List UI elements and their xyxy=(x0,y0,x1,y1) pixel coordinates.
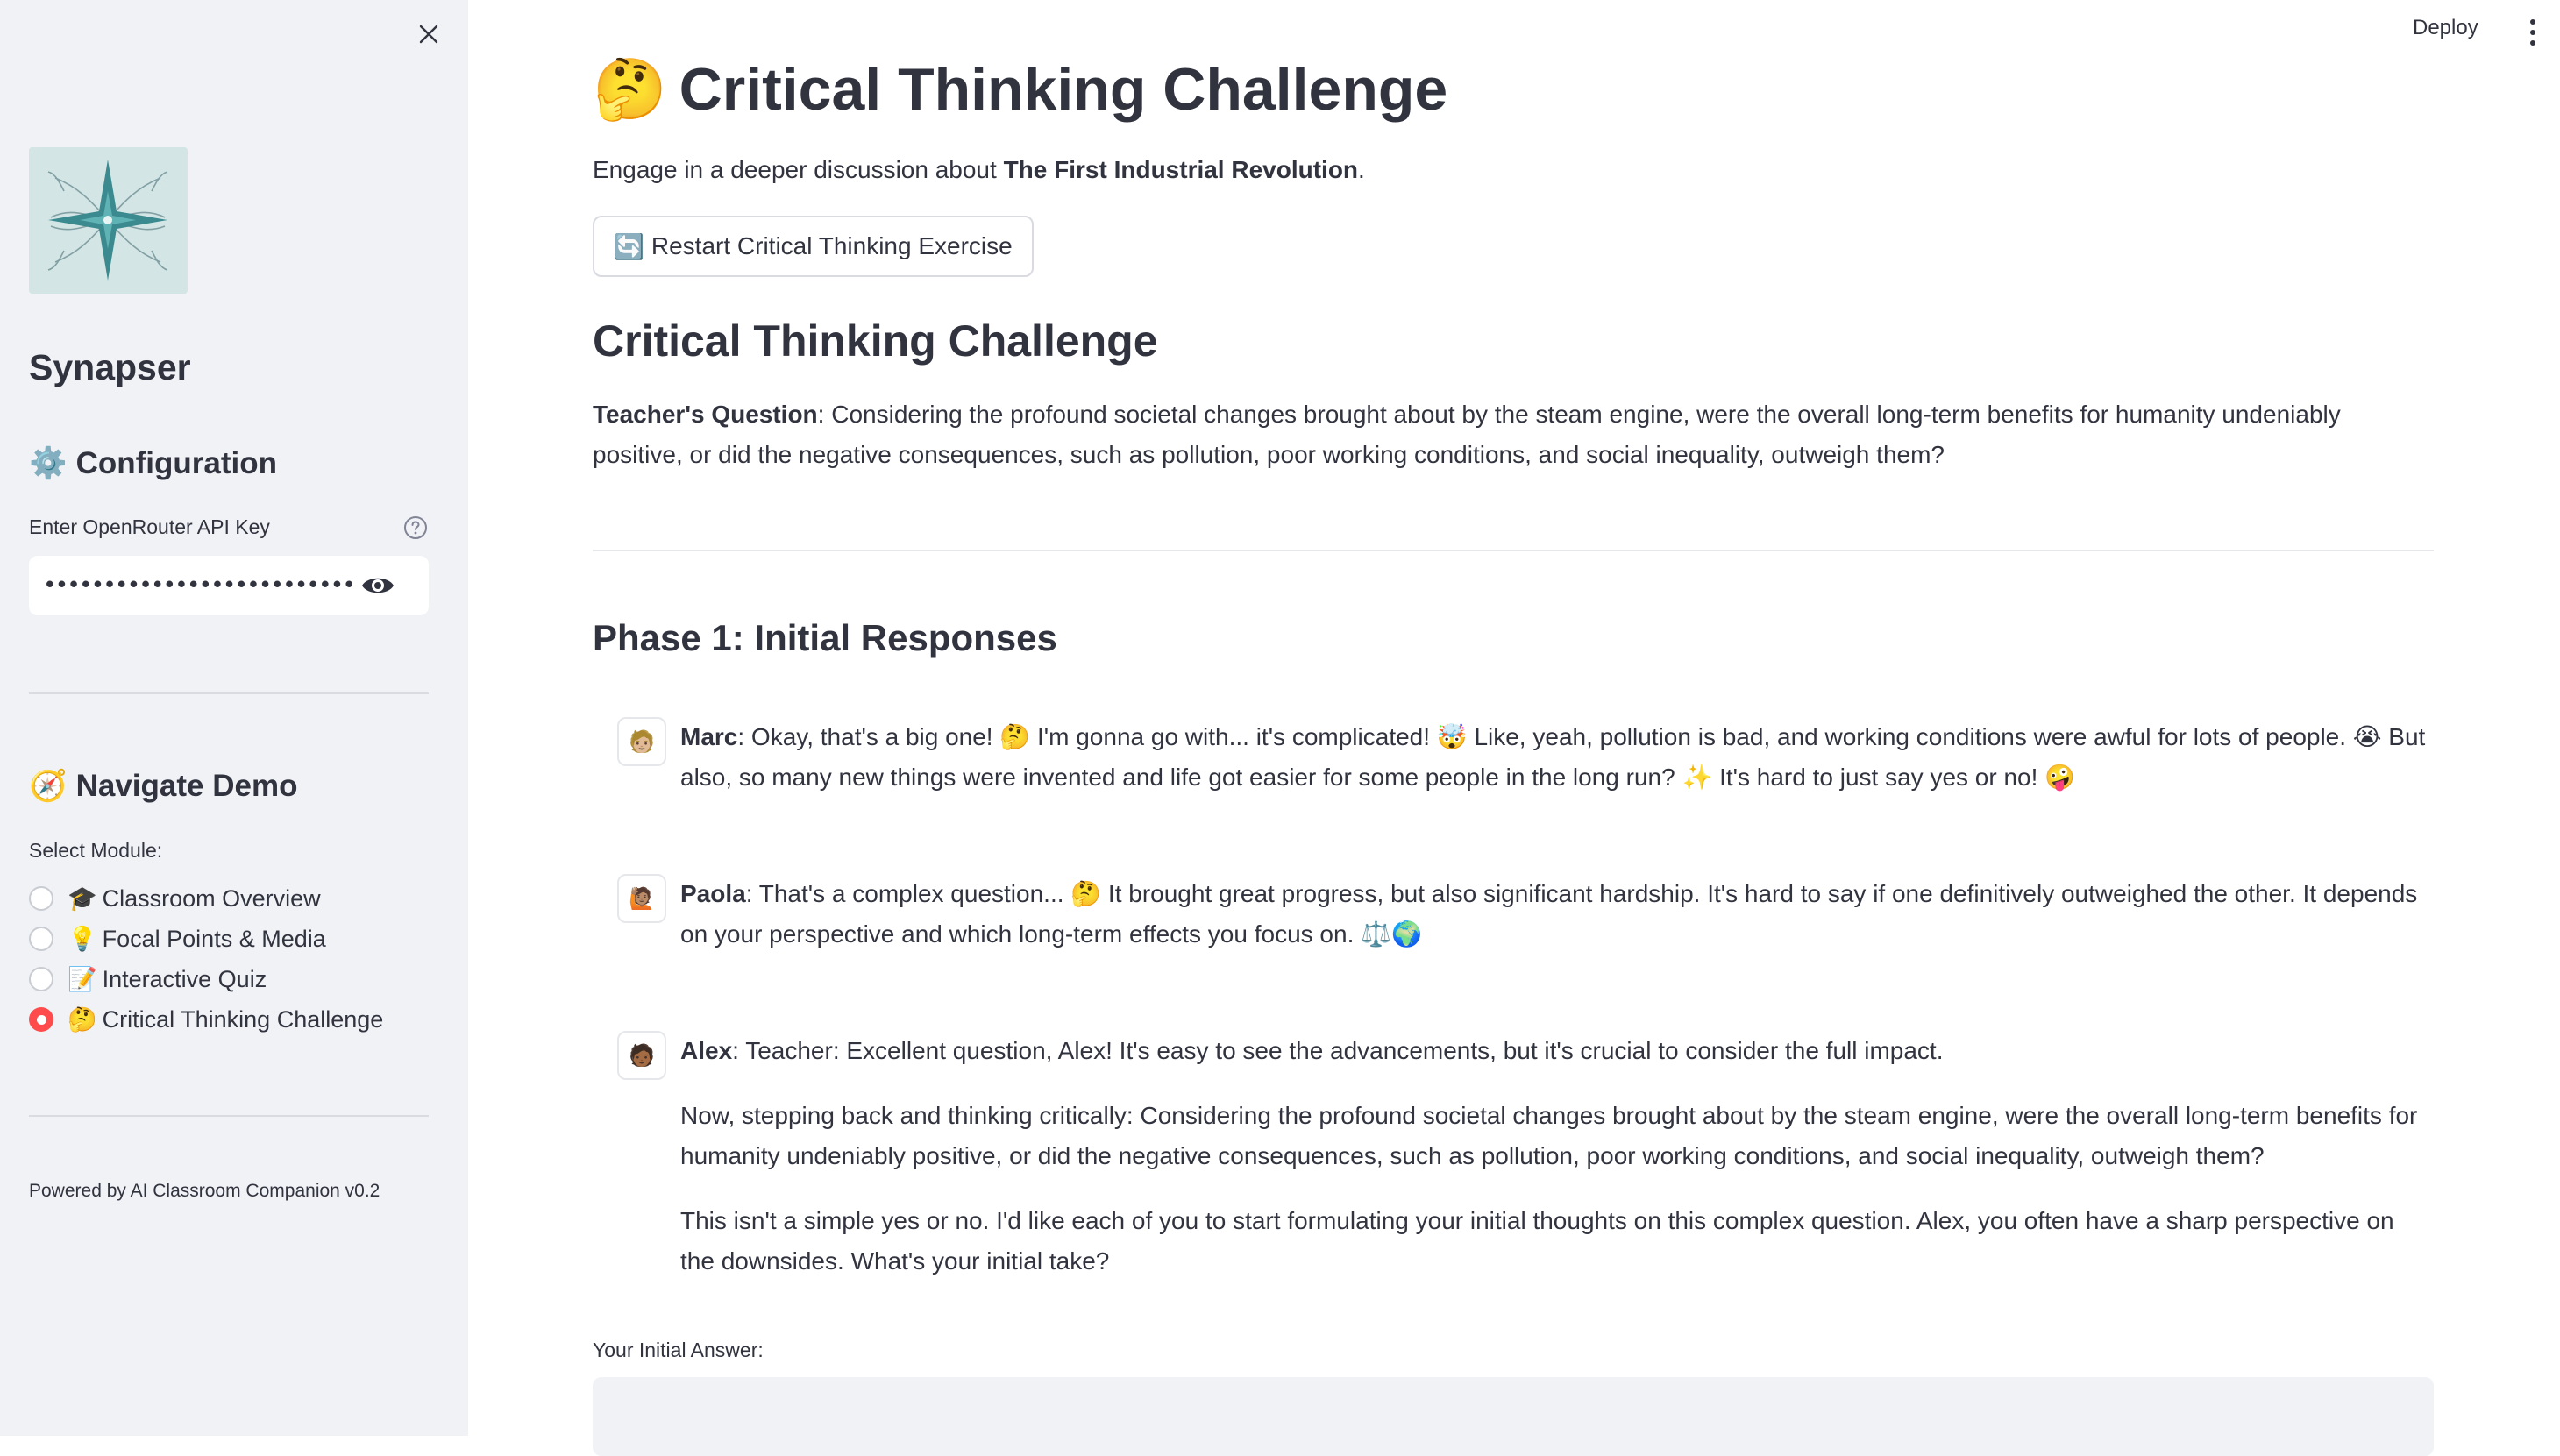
avatar: 🧑🏾 xyxy=(617,1031,666,1080)
help-icon[interactable] xyxy=(403,515,428,540)
answer-label: Your Initial Answer: xyxy=(593,1339,764,1361)
radio-button[interactable] xyxy=(29,927,53,951)
challenge-heading: Critical Thinking Challenge xyxy=(593,316,1158,366)
module-option-label: Focal Points & Media xyxy=(102,925,326,952)
teacher-question: Teacher's Question: Considering the profound societal changes brought about by the steam engine, were the overall long-term benefits for humanity undeniably positive, or did the negative consequences, such as pollution, poor working conditions, and social inequality, outweigh them? xyxy=(593,401,2341,468)
select-module-label: Select Module: xyxy=(29,839,163,862)
page-title: 🤔 Critical Thinking Challenge xyxy=(593,56,1448,123)
sidebar-divider xyxy=(29,1115,429,1117)
section-divider xyxy=(593,550,2434,551)
close-icon xyxy=(418,24,439,45)
sidebar xyxy=(0,0,468,1436)
module-option-classroom-overview[interactable] xyxy=(29,878,383,919)
refresh-icon: 🔄 xyxy=(614,232,644,260)
thinking-face-icon: 🤔 xyxy=(68,1006,97,1033)
module-option-label: Critical Thinking Challenge xyxy=(102,1005,384,1033)
module-option-focal-points[interactable] xyxy=(29,919,383,959)
app-name: Synapser xyxy=(29,347,191,387)
radio-button[interactable] xyxy=(29,967,53,991)
question-label: Teacher's Question xyxy=(593,401,818,428)
gear-icon: ⚙️ xyxy=(29,446,68,480)
api-key-label: Enter OpenRouter API Key xyxy=(29,515,270,538)
speaker-name: Alex xyxy=(680,1037,733,1064)
message-text: Paola: That's a complex question... 🤔 It brought great progress, but also significant hardship. It's hard to say if one definitively outweighed the other. It depends on your perspective and which long-term effects you focus on. ⚖️🌍 xyxy=(680,880,2418,948)
radio-button-selected[interactable] xyxy=(29,1007,53,1032)
intro-text: Engage in a deeper discussion about The First Industrial Revolution. xyxy=(593,156,1365,183)
deploy-button[interactable]: Deploy xyxy=(2413,16,2478,39)
module-option-critical-thinking[interactable] xyxy=(29,999,383,1040)
module-option-label: Classroom Overview xyxy=(102,884,321,912)
compass-icon: 🧭 xyxy=(29,769,68,803)
close-sidebar-button[interactable] xyxy=(412,18,445,51)
avatar: 🧑🏼 xyxy=(617,717,666,766)
module-radio-group xyxy=(29,878,383,1040)
phase-heading: Phase 1: Initial Responses xyxy=(593,617,1057,658)
footer-note: Powered by AI Classroom Companion v0.2 xyxy=(29,1181,380,1201)
navigate-heading: 🧭 Navigate Demo xyxy=(29,768,298,803)
restart-exercise-button[interactable]: 🔄 Restart Critical Thinking Exercise xyxy=(593,216,1034,277)
message-paragraph: Now, stepping back and thinking critically: Considering the profound societal changes brought about by the steam engine, were the overall long-term benefits for humanity undeniably positive, or did the negative consequences, such as pollution, poor working conditions, and social inequality, outweigh them? xyxy=(680,1102,2418,1169)
graduation-cap-icon: 🎓 xyxy=(68,885,97,912)
lightbulb-icon: 💡 xyxy=(68,926,97,952)
avatar: 🙋🏽 xyxy=(617,874,666,923)
intro-topic: The First Industrial Revolution xyxy=(1003,156,1359,183)
radio-button[interactable] xyxy=(29,886,53,911)
sidebar-divider xyxy=(29,692,429,694)
message-text: Alex: Teacher: Excellent question, Alex! It's easy to see the advancements, but it's crucial to consider the full impact. Now, stepping back and thinking critically: Considering the profound societal changes brought about by the steam engine, were the overall long-term benefits for humanity undeniably positive, or did the negative consequences, such as pollution, poor working conditions, and social inequality, outweigh them? This isn't a simple yes or no. I'd like each of you to start formulating your initial thoughts on this complex question. Alex, you often have a sharp perspective on the downsides. What's your initial take? xyxy=(680,1031,2434,1306)
initial-answer-input[interactable] xyxy=(593,1377,2434,1456)
eye-icon[interactable] xyxy=(360,572,395,600)
configuration-heading: ⚙️ Configuration xyxy=(29,445,277,480)
api-key-field xyxy=(29,556,429,615)
message-paragraph: This isn't a simple yes or no. I'd like each of you to start formulating your initial thoughts on this complex question. Alex, you often have a sharp perspective on the downsides. What's your initial take? xyxy=(680,1207,2394,1275)
more-menu-icon[interactable] xyxy=(2525,18,2541,47)
module-option-interactive-quiz[interactable] xyxy=(29,959,383,999)
module-option-label: Interactive Quiz xyxy=(102,965,267,992)
message-text: Marc: Okay, that's a big one! 🤔 I'm gonna go with... it's complicated! 🤯 Like, yeah, pollution is bad, and working conditions were awful for lots of people. 😭 But also, so many new things were invented and life got easier for some people in the long run? ✨ It's hard to just say yes or no! 🤪 xyxy=(680,723,2426,791)
app-logo xyxy=(29,147,188,294)
memo-icon: 📝 xyxy=(68,966,97,992)
speaker-name: Paola xyxy=(680,880,746,907)
speaker-name: Marc xyxy=(680,723,738,750)
api-key-input[interactable] xyxy=(41,572,357,600)
thinking-face-icon: 🤔 xyxy=(593,56,667,123)
